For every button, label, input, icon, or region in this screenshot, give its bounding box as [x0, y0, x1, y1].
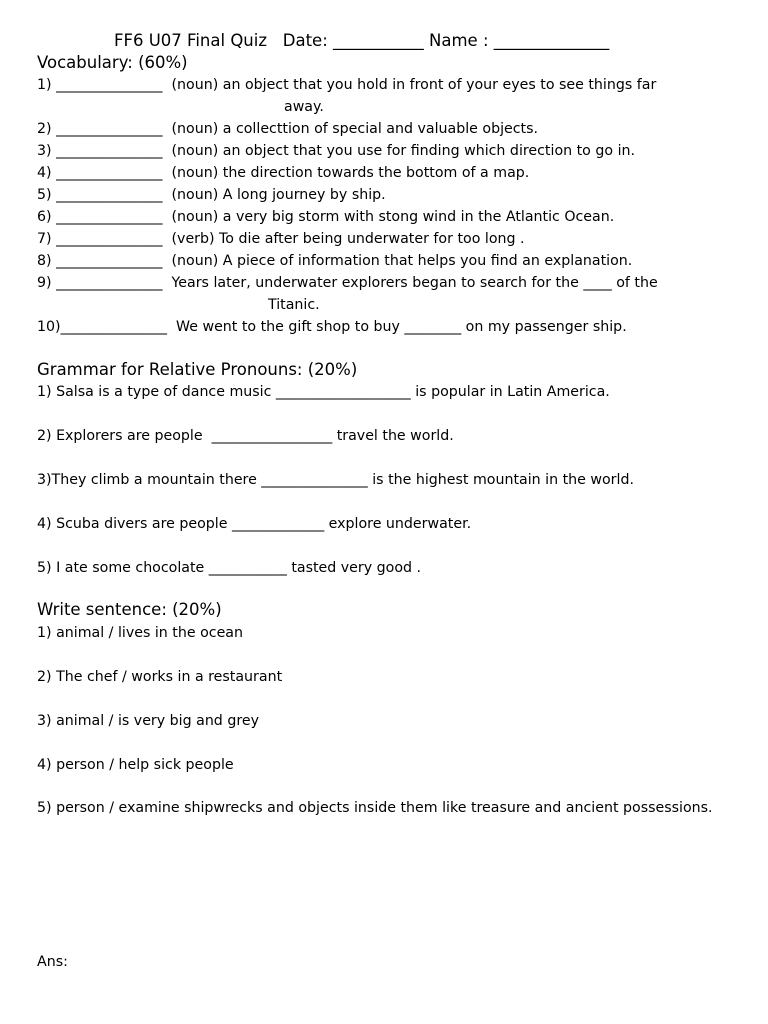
grammar-item-5: 5) I ate some chocolate ___________ tasted very good . — [37, 560, 422, 576]
writing-item-1: 1) animal / lives in the ocean — [37, 625, 243, 641]
vocab-item-9: 9) _______________ Years later, underwater explorers began to search for the ____ of the — [37, 275, 658, 291]
vocab-item-2: 2) _______________ (noun) a collecttion of special and valuable objects. — [37, 121, 539, 137]
grammar-item-3: 3)They climb a mountain there _______________ is the highest mountain in the world. — [37, 472, 634, 488]
name-blank: ______________ — [493, 31, 610, 50]
vocab-item-7: 7) _______________ (verb) To die after being underwater for too long . — [37, 231, 525, 247]
writing-item-4: 4) person / help sick people — [37, 757, 234, 773]
grammar-item-4: 4) Scuba divers are people _____________ explore underwater. — [37, 516, 472, 532]
vocab-item-3: 3) _______________ (noun) an object that you use for finding which direction to go in. — [37, 143, 636, 159]
quiz-header — [114, 31, 609, 50]
date-label: Date: — [282, 31, 328, 50]
vocab-item-4: 4) _______________ (noun) the direction towards the bottom of a map. — [37, 165, 530, 181]
writing-item-5: 5) person / examine shipwrecks and objects inside them like treasure and ancient possessions. — [37, 800, 713, 816]
vocab-item-10: 10)_______________ We went to the gift shop to buy ________ on my passenger ship. — [37, 319, 627, 335]
answer-label: Ans: — [37, 954, 68, 970]
writing-item-2: 2) The chef / works in a restaurant — [37, 669, 283, 685]
quiz-title: FF6 U07 Final Quiz — [114, 31, 268, 50]
name-label: Name : — [429, 31, 489, 50]
grammar-item-2: 2) Explorers are people _________________ travel the world. — [37, 428, 454, 444]
vocab-item-5: 5) _______________ (noun) A long journey by ship. — [37, 187, 386, 203]
vocab-item-1: 1) _______________ (noun) an object that you hold in front of your eyes to see things far — [37, 77, 657, 93]
vocab-item-8: 8) _______________ (noun) A piece of information that helps you find an explanation. — [37, 253, 633, 269]
writing-item-3: 3) animal / is very big and grey — [37, 713, 259, 729]
vocab-item-9-continuation: Titanic. — [268, 297, 320, 313]
vocab-item-1-continuation: away. — [284, 99, 324, 115]
writing-heading: Write sentence: (20%) — [37, 600, 222, 619]
vocabulary-heading: Vocabulary: (60%) — [37, 53, 188, 72]
date-blank: ___________ — [333, 31, 424, 50]
grammar-item-1: 1) Salsa is a type of dance music ___________________ is popular in Latin America. — [37, 384, 610, 400]
vocab-item-6: 6) _______________ (noun) a very big storm with stong wind in the Atlantic Ocean. — [37, 209, 615, 225]
grammar-heading: Grammar for Relative Pronouns: (20%) — [37, 360, 358, 379]
